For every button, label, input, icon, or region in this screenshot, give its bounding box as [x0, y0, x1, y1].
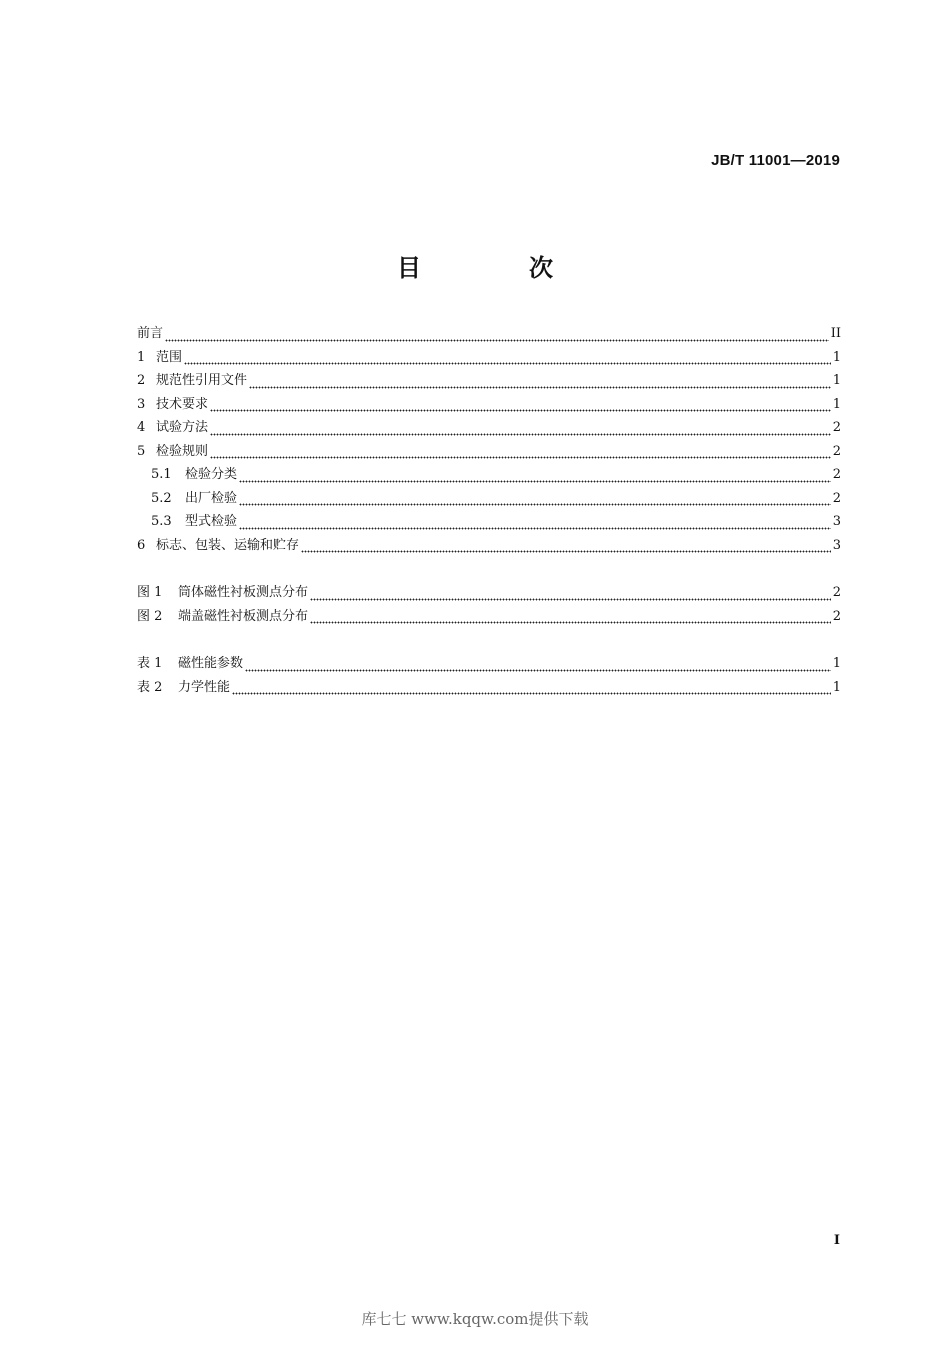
toc-dot-leader [239, 496, 831, 506]
toc-entry-label: 筒体磁性衬板测点分布 [178, 585, 309, 600]
toc-entry[interactable] [137, 487, 841, 511]
toc-entry-number: 表 1 [137, 656, 163, 671]
toc-sections [137, 322, 841, 557]
toc-entry-label: 试验方法 [156, 420, 209, 435]
toc-entry-number: 6 [137, 537, 146, 553]
toc-entry[interactable] [137, 463, 841, 487]
toc-entry[interactable] [137, 534, 841, 558]
toc-entry-number: 4 [137, 420, 146, 435]
toc-entry[interactable] [137, 393, 841, 417]
toc-entry-label: 标志、包装、运输和贮存 [156, 537, 300, 553]
toc-entry[interactable] [137, 676, 841, 700]
toc-entry[interactable] [137, 346, 841, 370]
toc-title: 目 次 [397, 254, 595, 282]
toc-entry[interactable] [137, 440, 841, 464]
toc-entry-number: 5.2 [151, 490, 172, 506]
toc-entry-label: 磁性能参数 [178, 656, 244, 671]
toc-entry-page: 1 [832, 679, 841, 695]
toc-entry-page: 1 [832, 396, 841, 412]
standard-code: JB/T 11001—2019 [711, 152, 840, 169]
toc-dot-leader [239, 473, 831, 483]
toc-dot-leader [184, 355, 831, 365]
toc-dot-leader [239, 520, 831, 530]
toc-entry-label: 范围 [156, 349, 183, 365]
toc-dot-leader [310, 591, 831, 601]
toc-entry-label: 检验分类 [185, 467, 238, 482]
toc-entry-page: 1 [832, 656, 841, 671]
toc-entry-page: 2 [832, 585, 841, 600]
toc-entry[interactable] [137, 416, 841, 440]
toc-entry-page: II [830, 326, 841, 341]
toc-entry-label: 力学性能 [178, 679, 231, 695]
toc-entry-page: 3 [832, 514, 841, 529]
table-of-contents [137, 322, 841, 699]
toc-entry-page: 2 [832, 467, 841, 482]
toc-entry[interactable] [137, 581, 841, 605]
toc-dot-leader [301, 543, 831, 553]
toc-entry[interactable] [137, 510, 841, 534]
toc-entry-number: 图 1 [137, 585, 163, 600]
toc-entry[interactable] [137, 322, 841, 346]
toc-dot-leader [165, 332, 829, 342]
toc-entry[interactable] [137, 652, 841, 676]
page-number: I [833, 1233, 840, 1248]
toc-dot-leader [245, 662, 831, 672]
toc-entry-page: 1 [832, 373, 841, 388]
toc-entry-page: 3 [832, 537, 841, 553]
toc-entry-label: 检验规则 [156, 443, 209, 459]
toc-entry-page: 2 [832, 420, 841, 435]
toc-entry-number: 1 [137, 349, 146, 365]
toc-entry-label: 端盖磁性衬板测点分布 [178, 608, 309, 624]
toc-entry-number: 5.1 [151, 467, 172, 482]
toc-dot-leader [210, 402, 831, 412]
toc-entry[interactable] [137, 605, 841, 629]
toc-entry-label: 前言 [137, 326, 164, 341]
toc-entry-page: 2 [832, 608, 841, 624]
toc-entry-number: 2 [137, 373, 146, 388]
toc-entry-page: 2 [832, 490, 841, 506]
toc-tables [137, 652, 841, 699]
toc-entry-number: 表 2 [137, 679, 163, 695]
toc-entry-label: 出厂检验 [185, 490, 238, 506]
toc-dot-leader [249, 379, 831, 389]
toc-entry-number: 5 [137, 443, 146, 459]
toc-entry-number: 5.3 [151, 514, 172, 529]
toc-entry-label: 型式检验 [185, 514, 238, 529]
toc-figures [137, 581, 841, 628]
toc-entry-page: 2 [832, 443, 841, 459]
toc-entry-number: 3 [137, 396, 146, 412]
toc-dot-leader [232, 685, 831, 695]
toc-entry[interactable] [137, 369, 841, 393]
toc-dot-leader [210, 426, 831, 436]
toc-entry-page: 1 [832, 349, 841, 365]
toc-entry-number: 图 2 [137, 608, 163, 624]
toc-entry-label: 技术要求 [156, 396, 209, 412]
toc-entry-label: 规范性引用文件 [156, 373, 248, 388]
toc-dot-leader [210, 449, 831, 459]
toc-dot-leader [310, 614, 831, 624]
download-watermark: 库七七 www.kqqw.com提供下载 [361, 1310, 589, 1328]
